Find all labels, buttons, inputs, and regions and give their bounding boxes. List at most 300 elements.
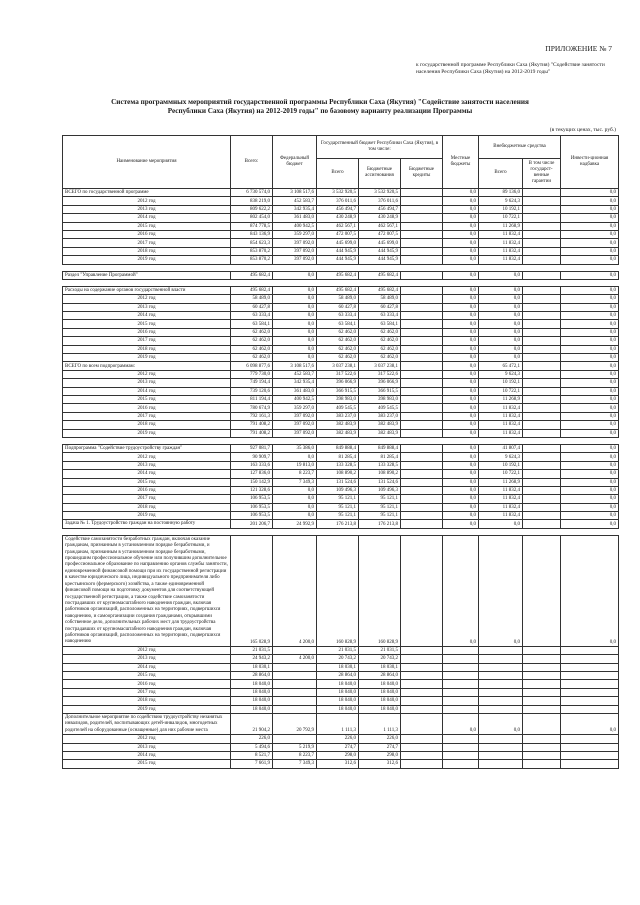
row-value: 18 030,1 xyxy=(359,663,401,671)
spacer-cell xyxy=(479,279,523,286)
col-local-header: Местные бюджеты xyxy=(443,136,479,189)
row-value: 0,0 xyxy=(561,478,619,486)
table-row xyxy=(63,379,619,387)
row-value: 62 462,0 xyxy=(231,328,273,336)
spacer-cell xyxy=(561,528,619,535)
row-value: 843 136,9 xyxy=(231,230,273,238)
spacer-cell xyxy=(63,264,231,271)
row-value xyxy=(523,337,561,345)
row-value xyxy=(443,743,479,751)
row-year: 2012 год xyxy=(63,295,231,303)
table-row xyxy=(63,387,619,395)
row-value: 95 121,1 xyxy=(359,503,401,511)
spacer-cell xyxy=(231,528,273,535)
table-row xyxy=(63,247,619,255)
spacer-row xyxy=(63,279,619,286)
row-value xyxy=(401,671,443,679)
table-row xyxy=(63,512,619,520)
row-value: 0,0 xyxy=(561,345,619,353)
row-value: 456 494,7 xyxy=(317,205,359,213)
table-row xyxy=(63,478,619,486)
row-year: 2015 год xyxy=(63,320,231,328)
table-row xyxy=(63,303,619,311)
row-value: 445 699,0 xyxy=(317,239,359,247)
row-value: 0,0 xyxy=(443,256,479,264)
row-value: 62 462,0 xyxy=(317,328,359,336)
row-value xyxy=(523,655,561,663)
table-row xyxy=(63,470,619,478)
row-year: 2016 год xyxy=(63,486,231,494)
row-value: 0,0 xyxy=(561,535,619,646)
row-value: 397 092,0 xyxy=(273,421,317,429)
row-value: 444 945,9 xyxy=(317,256,359,264)
row-value: 106 953,5 xyxy=(231,495,273,503)
row-value xyxy=(523,295,561,303)
row-year: 2015 год xyxy=(63,395,231,403)
row-year: 2016 год xyxy=(63,328,231,336)
row-value: 0,0 xyxy=(561,354,619,362)
row-value: 7 661,9 xyxy=(231,760,273,768)
row-value: 108 890,2 xyxy=(317,470,359,478)
row-value: 3 108 517,6 xyxy=(273,189,317,197)
row-value xyxy=(401,303,443,311)
row-value xyxy=(401,688,443,696)
row-year: 2019 год xyxy=(63,429,231,437)
row-value xyxy=(561,680,619,688)
row-year: 2012 год xyxy=(63,453,231,461)
row-value: 63 584,1 xyxy=(317,320,359,328)
row-value xyxy=(523,743,561,751)
row-value: 838 219,0 xyxy=(231,197,273,205)
row-value: 396 066,9 xyxy=(359,379,401,387)
row-value: 3 037 238,1 xyxy=(317,362,359,370)
row-value: 366 915,5 xyxy=(317,387,359,395)
table-row xyxy=(63,461,619,469)
table-row xyxy=(63,751,619,759)
col-extra-gov-header: В том числе государст-венные гарантии xyxy=(523,158,561,188)
row-value: 0,0 xyxy=(443,197,479,205)
row-value: 0,0 xyxy=(443,478,479,486)
row-value: 60 427,8 xyxy=(317,303,359,311)
table-row xyxy=(63,370,619,378)
row-value: 400 942,5 xyxy=(273,395,317,403)
row-value xyxy=(561,705,619,713)
spacer-cell xyxy=(317,264,359,271)
row-value: 430 248,9 xyxy=(317,214,359,222)
row-value: 18 040,0 xyxy=(317,680,359,688)
row-value: 0,0 xyxy=(273,495,317,503)
row-value xyxy=(443,760,479,768)
row-value: 0,0 xyxy=(561,470,619,478)
row-value: 0,0 xyxy=(479,337,523,345)
row-value: 359 297,0 xyxy=(273,404,317,412)
row-value: 41 807,4 xyxy=(479,444,523,452)
table-row xyxy=(63,421,619,429)
row-value: 0,0 xyxy=(561,503,619,511)
row-value: 176 213,8 xyxy=(317,520,359,528)
row-value: 95 121,1 xyxy=(317,512,359,520)
row-value: 0,0 xyxy=(443,230,479,238)
row-value xyxy=(401,444,443,452)
row-value: 0,0 xyxy=(561,189,619,197)
row-value: 0,0 xyxy=(443,486,479,494)
row-value xyxy=(523,751,561,759)
row-value: 131 524,6 xyxy=(317,478,359,486)
row-value: 0,0 xyxy=(479,713,523,734)
row-value xyxy=(523,520,561,528)
row-value: 5 494,6 xyxy=(231,743,273,751)
row-value: 21 031,5 xyxy=(317,646,359,654)
program-table xyxy=(62,135,619,769)
row-value xyxy=(523,328,561,336)
row-value: 0,0 xyxy=(561,239,619,247)
row-value: 89 136,0 xyxy=(479,189,523,197)
row-name: ВСЕГО по всем подпрограммам: xyxy=(63,362,231,370)
row-value xyxy=(443,680,479,688)
row-value: 397 092,0 xyxy=(273,247,317,255)
row-value xyxy=(561,743,619,751)
row-value: 62 462,0 xyxy=(317,354,359,362)
row-value: 0,0 xyxy=(443,503,479,511)
row-value xyxy=(523,713,561,734)
table-row xyxy=(63,312,619,320)
table-row xyxy=(63,705,619,713)
row-value: 20 743,2 xyxy=(359,655,401,663)
row-value: 274,7 xyxy=(359,743,401,751)
row-value xyxy=(401,337,443,345)
table-row xyxy=(63,743,619,751)
row-value xyxy=(523,256,561,264)
row-value: 11 832,4 xyxy=(479,429,523,437)
table-row xyxy=(63,671,619,679)
row-value xyxy=(443,655,479,663)
row-year: 2018 год xyxy=(63,421,231,429)
table-row xyxy=(63,222,619,230)
row-value: 0,0 xyxy=(479,345,523,353)
row-value: 397 092,0 xyxy=(273,412,317,420)
row-value: 8 223,7 xyxy=(273,470,317,478)
spacer-cell xyxy=(523,528,561,535)
row-value: 0,0 xyxy=(479,520,523,528)
row-value xyxy=(443,646,479,654)
row-value xyxy=(523,362,561,370)
row-year: 2014 год xyxy=(63,751,231,759)
table-row xyxy=(63,646,619,654)
row-value: 780 674,9 xyxy=(231,404,273,412)
row-value: 0,0 xyxy=(443,429,479,437)
table-row xyxy=(63,663,619,671)
row-value: 3 037 238,1 xyxy=(359,362,401,370)
row-value: 0,0 xyxy=(443,312,479,320)
row-value xyxy=(479,760,523,768)
row-value xyxy=(273,663,317,671)
row-value: 0,0 xyxy=(561,222,619,230)
row-value xyxy=(523,205,561,213)
table-row xyxy=(63,395,619,403)
row-value: 18 040,0 xyxy=(317,697,359,705)
row-value: 0,0 xyxy=(443,295,479,303)
row-value: 0,0 xyxy=(443,520,479,528)
row-year: 2014 год xyxy=(63,387,231,395)
row-value: 462 567,1 xyxy=(359,222,401,230)
row-value xyxy=(443,751,479,759)
row-value xyxy=(523,444,561,452)
row-year: 2016 год xyxy=(63,230,231,238)
row-value: 802 454,0 xyxy=(231,214,273,222)
row-value xyxy=(273,671,317,679)
row-value xyxy=(401,461,443,469)
table-row xyxy=(63,735,619,743)
row-year: 2017 год xyxy=(63,337,231,345)
row-value: 165 028,9 xyxy=(231,535,273,646)
col-state-group-header: Государственный бюджет Республики Саха (Якутия), в том числе: xyxy=(317,136,443,159)
row-value xyxy=(479,735,523,743)
col-name-header: Наименование мероприятия xyxy=(63,136,231,189)
row-year: 2013 год xyxy=(63,379,231,387)
table-row xyxy=(63,320,619,328)
row-value xyxy=(401,404,443,412)
row-value xyxy=(561,671,619,679)
col-federal-header: Федеральный бюджет xyxy=(273,136,317,189)
table-row xyxy=(63,362,619,370)
row-value xyxy=(401,387,443,395)
spacer-row xyxy=(63,528,619,535)
row-year: 2017 год xyxy=(63,239,231,247)
row-value: 0,0 xyxy=(443,286,479,294)
row-value: 495 682,4 xyxy=(231,271,273,279)
row-value: 3 532 920,5 xyxy=(317,189,359,197)
row-value: 739 120,6 xyxy=(231,387,273,395)
spacer-row xyxy=(63,437,619,444)
row-value xyxy=(443,688,479,696)
row-value: 176 213,8 xyxy=(359,520,401,528)
row-value: 58 489,0 xyxy=(359,295,401,303)
row-value: 495 682,4 xyxy=(231,286,273,294)
row-value: 0,0 xyxy=(561,362,619,370)
row-value: 0,0 xyxy=(561,495,619,503)
row-value: 62 462,0 xyxy=(317,337,359,345)
row-value: 0,0 xyxy=(561,370,619,378)
row-value: 849 888,4 xyxy=(359,444,401,452)
row-value: 452 583,7 xyxy=(273,370,317,378)
row-value xyxy=(401,370,443,378)
row-value: 35 386,0 xyxy=(273,444,317,452)
row-value xyxy=(443,671,479,679)
spacer-cell xyxy=(317,279,359,286)
row-value: 398 983,0 xyxy=(359,395,401,403)
row-value xyxy=(523,760,561,768)
row-value xyxy=(523,247,561,255)
spacer-cell xyxy=(273,264,317,271)
row-value: 0,0 xyxy=(443,303,479,311)
row-value: 397 092,0 xyxy=(273,429,317,437)
row-value: 853 870,2 xyxy=(231,247,273,255)
row-value: 1 111,3 xyxy=(359,713,401,734)
row-value: 0,0 xyxy=(443,379,479,387)
row-value xyxy=(523,230,561,238)
row-name: Подпрограмма "Содействие трудоустройству граждан" xyxy=(63,444,231,452)
row-year: 2018 год xyxy=(63,697,231,705)
row-value: 409 545,5 xyxy=(317,404,359,412)
row-value: 0,0 xyxy=(443,461,479,469)
row-value: 0,0 xyxy=(561,320,619,328)
table-row xyxy=(63,404,619,412)
row-value xyxy=(523,663,561,671)
col-total-header: Всего: xyxy=(231,136,273,189)
table-row xyxy=(63,655,619,663)
row-value xyxy=(523,312,561,320)
row-value: 0,0 xyxy=(273,286,317,294)
row-value xyxy=(401,646,443,654)
row-value: 0,0 xyxy=(273,345,317,353)
row-value: 398 983,0 xyxy=(317,395,359,403)
row-value: 0,0 xyxy=(479,312,523,320)
row-value xyxy=(561,751,619,759)
row-value xyxy=(401,470,443,478)
row-value: 472 007,5 xyxy=(359,230,401,238)
row-value: 854 623,3 xyxy=(231,239,273,247)
row-value: 108 890,2 xyxy=(359,470,401,478)
table-row xyxy=(63,256,619,264)
row-value xyxy=(401,197,443,205)
spacer-cell xyxy=(479,437,523,444)
table-row xyxy=(63,328,619,336)
row-value xyxy=(561,760,619,768)
table-row xyxy=(63,520,619,528)
row-value: 226,0 xyxy=(317,735,359,743)
row-value: 20 743,2 xyxy=(317,655,359,663)
spacer-cell xyxy=(443,279,479,286)
row-value: 81 285,4 xyxy=(359,453,401,461)
annex-subtitle: к государственной программе Республики Саха (Якутия) "Содействие занятости населения Республики Саха (Якутия) на 2012-2019 годы" xyxy=(416,62,605,75)
row-year: 2014 год xyxy=(63,214,231,222)
table-row xyxy=(63,412,619,420)
row-value: 0,0 xyxy=(273,486,317,494)
row-value: 0,0 xyxy=(273,328,317,336)
row-value: 0,0 xyxy=(561,387,619,395)
row-value: 853 870,2 xyxy=(231,256,273,264)
row-value: 397 092,0 xyxy=(273,239,317,247)
col-state-budget-header: Бюджетные ассигнования xyxy=(359,158,401,188)
row-value: 749 194,4 xyxy=(231,379,273,387)
row-value xyxy=(401,713,443,734)
row-value xyxy=(401,453,443,461)
row-value: 60 427,8 xyxy=(359,303,401,311)
row-value: 0,0 xyxy=(443,214,479,222)
row-value: 0,0 xyxy=(443,444,479,452)
row-value: 0,0 xyxy=(561,461,619,469)
table-row xyxy=(63,697,619,705)
row-value: 63 584,1 xyxy=(231,320,273,328)
row-value xyxy=(561,735,619,743)
row-value: 452 583,7 xyxy=(273,197,317,205)
row-value: 20 792,9 xyxy=(273,713,317,734)
row-value xyxy=(401,312,443,320)
row-year: 2015 год xyxy=(63,760,231,768)
row-year: 2017 год xyxy=(63,412,231,420)
row-value: 0,0 xyxy=(273,512,317,520)
row-value xyxy=(523,379,561,387)
row-year: 2012 год xyxy=(63,646,231,654)
row-value: 0,0 xyxy=(561,337,619,345)
row-value xyxy=(479,663,523,671)
row-value: 62 462,0 xyxy=(317,345,359,353)
row-value xyxy=(273,646,317,654)
row-value xyxy=(401,222,443,230)
row-value: 0,0 xyxy=(443,412,479,420)
spacer-cell xyxy=(63,279,231,286)
row-value: 95 121,1 xyxy=(359,495,401,503)
row-value: 0,0 xyxy=(479,286,523,294)
row-value: 0,0 xyxy=(443,239,479,247)
row-value: 21 031,5 xyxy=(231,646,273,654)
row-value xyxy=(401,256,443,264)
row-year: 2013 год xyxy=(63,743,231,751)
row-value: 95 121,1 xyxy=(317,495,359,503)
row-value: 382 483,9 xyxy=(317,429,359,437)
row-value: 0,0 xyxy=(479,295,523,303)
row-value: 6 730 574,0 xyxy=(231,189,273,197)
row-value: 342 935,4 xyxy=(273,379,317,387)
row-value: 11 832,4 xyxy=(479,412,523,420)
row-value xyxy=(523,370,561,378)
row-year: 2013 год xyxy=(63,205,231,213)
row-value: 791 408,2 xyxy=(231,429,273,437)
units-note: (в текущих ценах, тыс. руб.) xyxy=(549,127,616,133)
row-value: 11 832,4 xyxy=(479,503,523,511)
row-year: 2012 год xyxy=(63,735,231,743)
row-value: 0,0 xyxy=(561,303,619,311)
row-value: 62 462,0 xyxy=(359,337,401,345)
row-value: 9 624,3 xyxy=(479,453,523,461)
spacer-cell xyxy=(523,437,561,444)
row-value: 0,0 xyxy=(443,370,479,378)
row-value xyxy=(401,205,443,213)
table-row xyxy=(63,486,619,494)
row-value xyxy=(523,387,561,395)
row-value: 109 496,3 xyxy=(317,486,359,494)
row-value: 160 828,9 xyxy=(317,535,359,646)
row-value: 5 219,9 xyxy=(273,743,317,751)
col-extra-group-header: Внебюджетные средства xyxy=(479,136,561,159)
row-value: 18 040,0 xyxy=(231,705,273,713)
spacer-cell xyxy=(561,437,619,444)
table-row xyxy=(63,495,619,503)
row-value: 0,0 xyxy=(443,222,479,230)
row-value xyxy=(401,735,443,743)
row-value: 10 722,1 xyxy=(479,470,523,478)
row-year: 2014 год xyxy=(63,470,231,478)
spacer-cell xyxy=(317,437,359,444)
row-value xyxy=(401,286,443,294)
row-value xyxy=(523,404,561,412)
row-value: 382 483,9 xyxy=(359,429,401,437)
row-value: 11 268,9 xyxy=(479,395,523,403)
row-year: 2013 год xyxy=(63,303,231,311)
row-value: 0,0 xyxy=(273,303,317,311)
row-value: 11 832,4 xyxy=(479,486,523,494)
row-value: 11 832,4 xyxy=(479,256,523,264)
row-value: 106 953,5 xyxy=(231,503,273,511)
spacer-cell xyxy=(443,264,479,271)
row-value: 62 462,0 xyxy=(231,337,273,345)
row-value: 58 489,0 xyxy=(231,295,273,303)
row-value: 63 333,4 xyxy=(231,312,273,320)
row-name: Дополнительное мероприятие по содействию трудоустройству незанятых инвалидов, родителей, воспитывающих детей-инвалидов, многодетных родителей на оборудованные (оснащенные) для них рабочие места xyxy=(63,713,231,734)
row-value: 0,0 xyxy=(561,214,619,222)
row-value: 10 722,1 xyxy=(479,387,523,395)
row-value: 397 092,0 xyxy=(273,256,317,264)
